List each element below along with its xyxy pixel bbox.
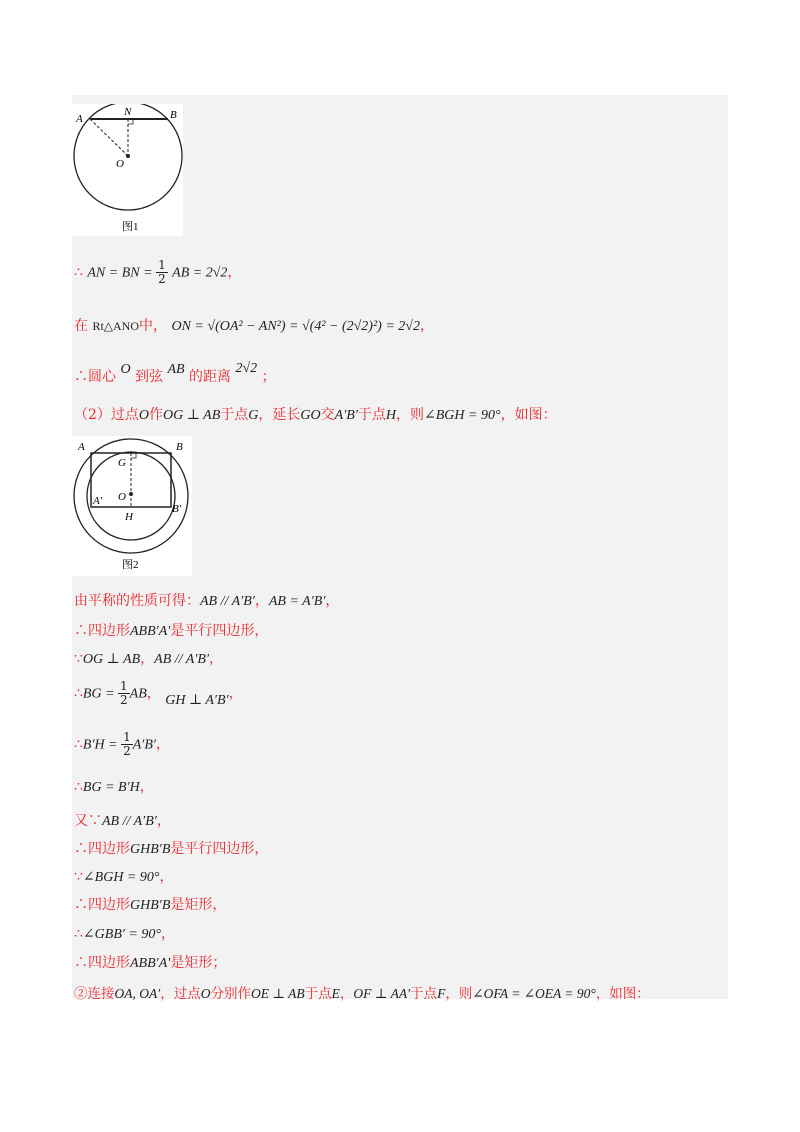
line-8: ∴BG = $\frac{1}{2}$ AB， GH ⊥ A′B′， <box>74 679 243 708</box>
figure-2-diagram <box>72 436 192 576</box>
line-9: ∴B′H = $\frac{1}{2}$ A′B′， <box>74 730 170 758</box>
math-ab-value: AB = 2√2 <box>172 265 228 281</box>
line-1: ∴ AN = BN = $\frac{1}{2}$ AB = 2√2， <box>74 258 242 286</box>
label-o: O <box>116 158 124 170</box>
label-b-prime: B′ <box>172 503 182 515</box>
segment-ao <box>90 119 128 156</box>
label-g: G <box>118 457 126 469</box>
line-13: ∵∠BGH = 90°， <box>74 869 174 885</box>
line-17: ②连接OA, OA′，过点O分别作OE ⊥ AB于点E，OF ⊥ AA′于点F，则∠OFA = ∠OEA = 90°，如图： <box>74 986 650 1002</box>
line-4: （2）过点O作OG ⊥ AB于点G，延长GO交A′B′于点H，则∠BGH = 90°，如图： <box>74 407 557 423</box>
math-triangle-ano: Rt△ANO <box>92 319 140 333</box>
math-on-value: ON = √(OA² − AN²) = √(4² − (2√2)²) = 2√2 <box>171 319 420 334</box>
label-o: O <box>118 491 126 503</box>
center-point <box>129 492 133 496</box>
line-2: 在 Rt△ANO中， ON = √(OA² − AN²) = √(4² − (2√2)²) = 2√2， <box>74 318 434 334</box>
figure-1 <box>72 104 183 236</box>
line-7: ∵OG ⊥ AB，AB // A′B′， <box>74 651 224 667</box>
label-n: N <box>124 106 132 118</box>
line-15: ∴∠GBB′ = 90°， <box>74 926 175 942</box>
label-b: B <box>176 441 183 453</box>
fraction-half: $\frac{1}{2}$ <box>120 679 128 707</box>
label-a: A <box>76 113 83 125</box>
math-an-bn: AN = BN = <box>87 265 157 281</box>
label-b: B <box>170 109 177 121</box>
line-5: 由平称的性质可得：AB // A′B′，AB = A′B′， <box>74 593 340 609</box>
fraction-half: $\frac{1}{2}$ <box>123 730 131 758</box>
figure-2 <box>72 436 192 576</box>
figure-1-diagram <box>72 104 183 236</box>
math-distance-value: 2√2 <box>235 361 258 376</box>
label-a-prime: A′ <box>93 495 103 507</box>
fraction-half: $\frac{1}{2}$ <box>158 258 166 286</box>
line-12: ∴四边形GHB′B是平行四边形， <box>74 841 269 857</box>
line-16: ∴四边形ABB′A′是矩形； <box>74 955 227 971</box>
label-h: H <box>125 511 133 523</box>
line-10: ∴BG = B′H， <box>74 779 154 795</box>
therefore-symbol: ∴ <box>74 264 83 281</box>
label-a: A <box>78 441 85 453</box>
line-3: ∴圆心 O 到弦 AB 的距离 2√2 ； <box>74 361 276 385</box>
center-point <box>126 154 130 158</box>
line-6: ∴四边形ABB′A′是平行四边形， <box>74 623 269 639</box>
figure-1-caption: 图1 <box>122 221 139 233</box>
line-11: 又∵AB // A′B′， <box>74 813 171 829</box>
line-14: ∴四边形GHB′B是矩形， <box>74 897 227 913</box>
figure-2-caption: 图2 <box>122 559 139 571</box>
